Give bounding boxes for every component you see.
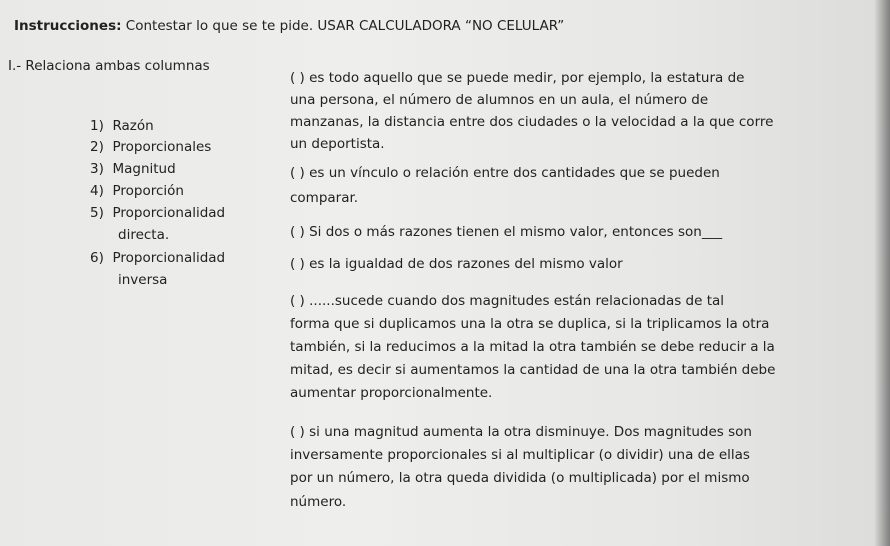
left-item-1: 1) Razón — [90, 118, 154, 134]
q1-line-1: ( ) es todo aquello que se puede medir, por ejemplo, la estatura de — [290, 70, 745, 86]
q6-line-4: número. — [290, 494, 347, 510]
q3-line-1: ( ) Si dos o más razones tienen el mismo valor, entonces son___ — [290, 224, 723, 240]
q5-line-1: ( ) ......sucede cuando dos magnitudes están relacionadas de tal — [290, 293, 725, 309]
instructions-text: Contestar lo que se te pide. USAR CALCULADORA “NO CELULAR” — [125, 18, 565, 34]
q2-line-1: ( ) es un vínculo o relación entre dos cantidades que se pueden — [290, 165, 720, 181]
q6-line-3: por un número, la otra queda dividida (o multiplicada) por el mismo — [290, 470, 750, 486]
q4-line-1: ( ) es la igualdad de dos razones del mismo valor — [290, 256, 623, 272]
q1-line-3: manzanas, la distancia entre dos ciudades o la velocidad a la que corre — [290, 114, 774, 130]
q6-line-1: ( ) si una magnitud aumenta la otra disminuye. Dos magnitudes son — [290, 424, 752, 440]
left-item-6: 6) Proporcionalidad — [90, 250, 226, 266]
left-item-2: 2) Proporcionales — [90, 139, 212, 155]
instructions-label: Instrucciones: — [14, 18, 122, 34]
q6-line-2: inversamente proporcionales si al multiplicar (o dividir) una de ellas — [290, 447, 750, 463]
left-item-4: 4) Proporción — [90, 183, 184, 199]
q5-line-3: también, si la reducimos a la mitad la otra también se debe reducir a la — [290, 339, 775, 355]
left-item-5-line2: directa. — [118, 227, 170, 243]
q1-line-4: un deportista. — [290, 136, 385, 152]
q5-line-5: aumentar proporcionalmente. — [290, 385, 493, 401]
q1-line-2: una persona, el número de alumnos en un aula, el número de — [290, 92, 709, 108]
q5-line-2: forma que si duplicamos una la otra se duplica, si la triplicamos la otra — [290, 316, 770, 332]
q5-line-4: mitad, es decir si aumentamos la cantidad de una la otra también debe — [290, 362, 776, 378]
q2-line-2: comparar. — [290, 190, 359, 206]
section-title: I.- Relaciona ambas columnas — [8, 58, 210, 74]
left-item-6-line2: inversa — [118, 272, 168, 288]
instructions-header — [14, 18, 874, 34]
page-shadow-edge — [874, 0, 890, 546]
left-item-5: 5) Proporcionalidad — [90, 205, 226, 221]
left-item-3: 3) Magnitud — [90, 161, 176, 177]
